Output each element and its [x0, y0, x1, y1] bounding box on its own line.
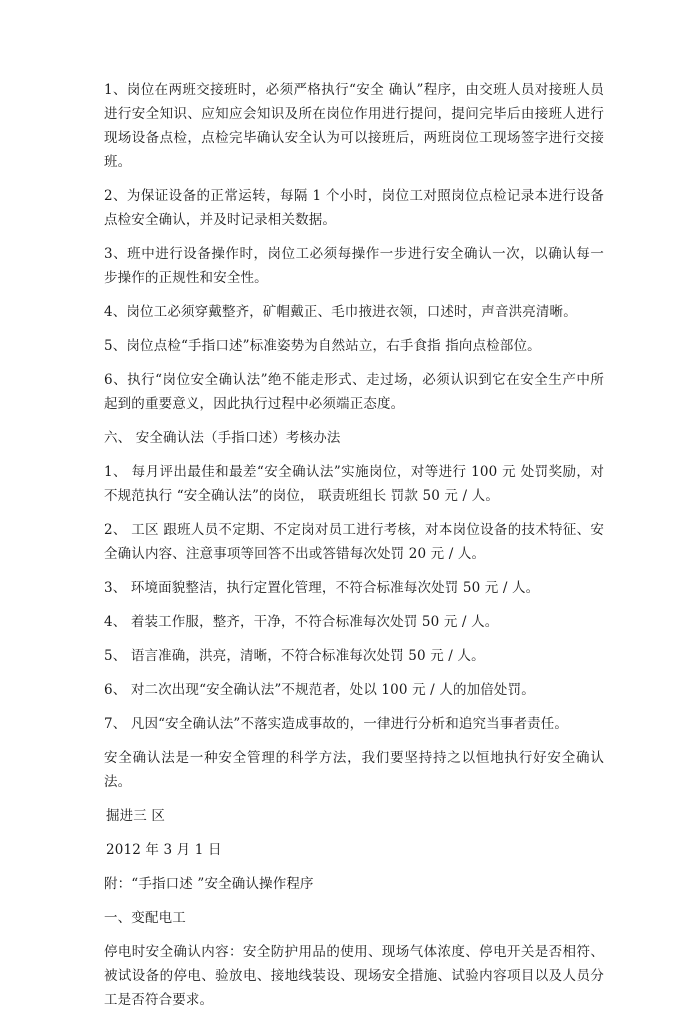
paragraph-posture: 5、岗位点检“手指口述”标准姿势为自然站立，右手食指 指向点检部位。 — [104, 338, 541, 354]
closing-statement: 安全确认法是一种安全管理的科学方法，我们要坚持持之以恒地执行好安全确认法。 — [104, 750, 604, 790]
signature-date: 2012 年 3 月 1 日 — [106, 842, 222, 858]
rule-item-2: 2、 工区 跟班人员不定期、不定岗对员工进行考核，对本岗位设备的技术特征、安全确认内容、注意事项等回答不出或答错每次处罚 20 元 / 人。 — [104, 522, 604, 562]
rule-item-4: 4、 着装工作服，整齐，干净，不符合标准每次处罚 50 元 / 人。 — [104, 614, 499, 630]
appendix-section-heading: 一、变配电工 — [104, 910, 186, 926]
rule-item-6: 6、 对二次出现“安全确认法”不规范者，处以 100 元 / 人的加倍处罚。 — [104, 682, 535, 698]
rule-item-3: 3、 环境面貌整洁，执行定置化管理，不符合标准每次处罚 50 元 / 人。 — [104, 580, 540, 596]
signature-department: 掘进三 区 — [106, 808, 166, 824]
appendix-title: 附：“手指口述 ”安全确认操作程序 — [104, 876, 314, 892]
paragraph-hourly-check: 2、为保证设备的正常运转，每隔 1 个小时，岗位工对照岗位点检记录本进行设备点检安全确认，并及时记录相关数据。 — [104, 188, 604, 228]
paragraph-attitude: 6、执行“岗位安全确认法”绝不能走形式、走过场，必须认识到它在安全生产中所起到的重要意义，因此执行过程中必须端正态度。 — [104, 372, 604, 412]
rule-item-7: 7、 凡因“安全确认法”不落实造成事故的，一律进行分析和追究当事者责任。 — [104, 716, 569, 732]
document-body — [104, 78, 604, 1012]
paragraph-operation-confirm: 3、班中进行设备操作时，岗位工必须每操作一步进行安全确认一次，以确认每一步操作的正规性和安全性。 — [104, 246, 604, 286]
section-heading-assessment: 六、 安全确认法（手指口述）考核办法 — [104, 430, 341, 446]
appendix-outage-confirmation: 停电时安全确认内容：安全防护用品的使用、现场气体浓度、停电开关是否相符、被试设备的停电、验放电、接地线装设、现场安全措施、试验内容项目以及人员分工是否符合要求。 — [104, 944, 604, 1008]
rule-item-1: 1、 每月评出最佳和最差“安全确认法”实施岗位，对等进行 100 元 处罚奖励，对不规范执行 “安全确认法”的岗位， 联责班组长 罚款 50 元 / 人。 — [104, 464, 604, 504]
rule-item-5: 5、 语言准确，洪亮，清晰，不符合标准每次处罚 50 元 / 人。 — [104, 648, 485, 664]
paragraph-dress-code: 4、岗位工必须穿戴整齐，矿帽戴正、毛巾掖进衣领，口述时，声音洪亮清晰。 — [104, 304, 577, 320]
paragraph-handover: 1、岗位在两班交接班时，必须严格执行“安全 确认”程序，由交班人员对接班人员进行安全知识、应知应会知识及所在岗位作用进行提问，提问完毕后由接班人进行现场设备点检，点检完毕确认安全认为可以接班后，两班岗位工现场签字进行交接班。 — [104, 82, 604, 170]
